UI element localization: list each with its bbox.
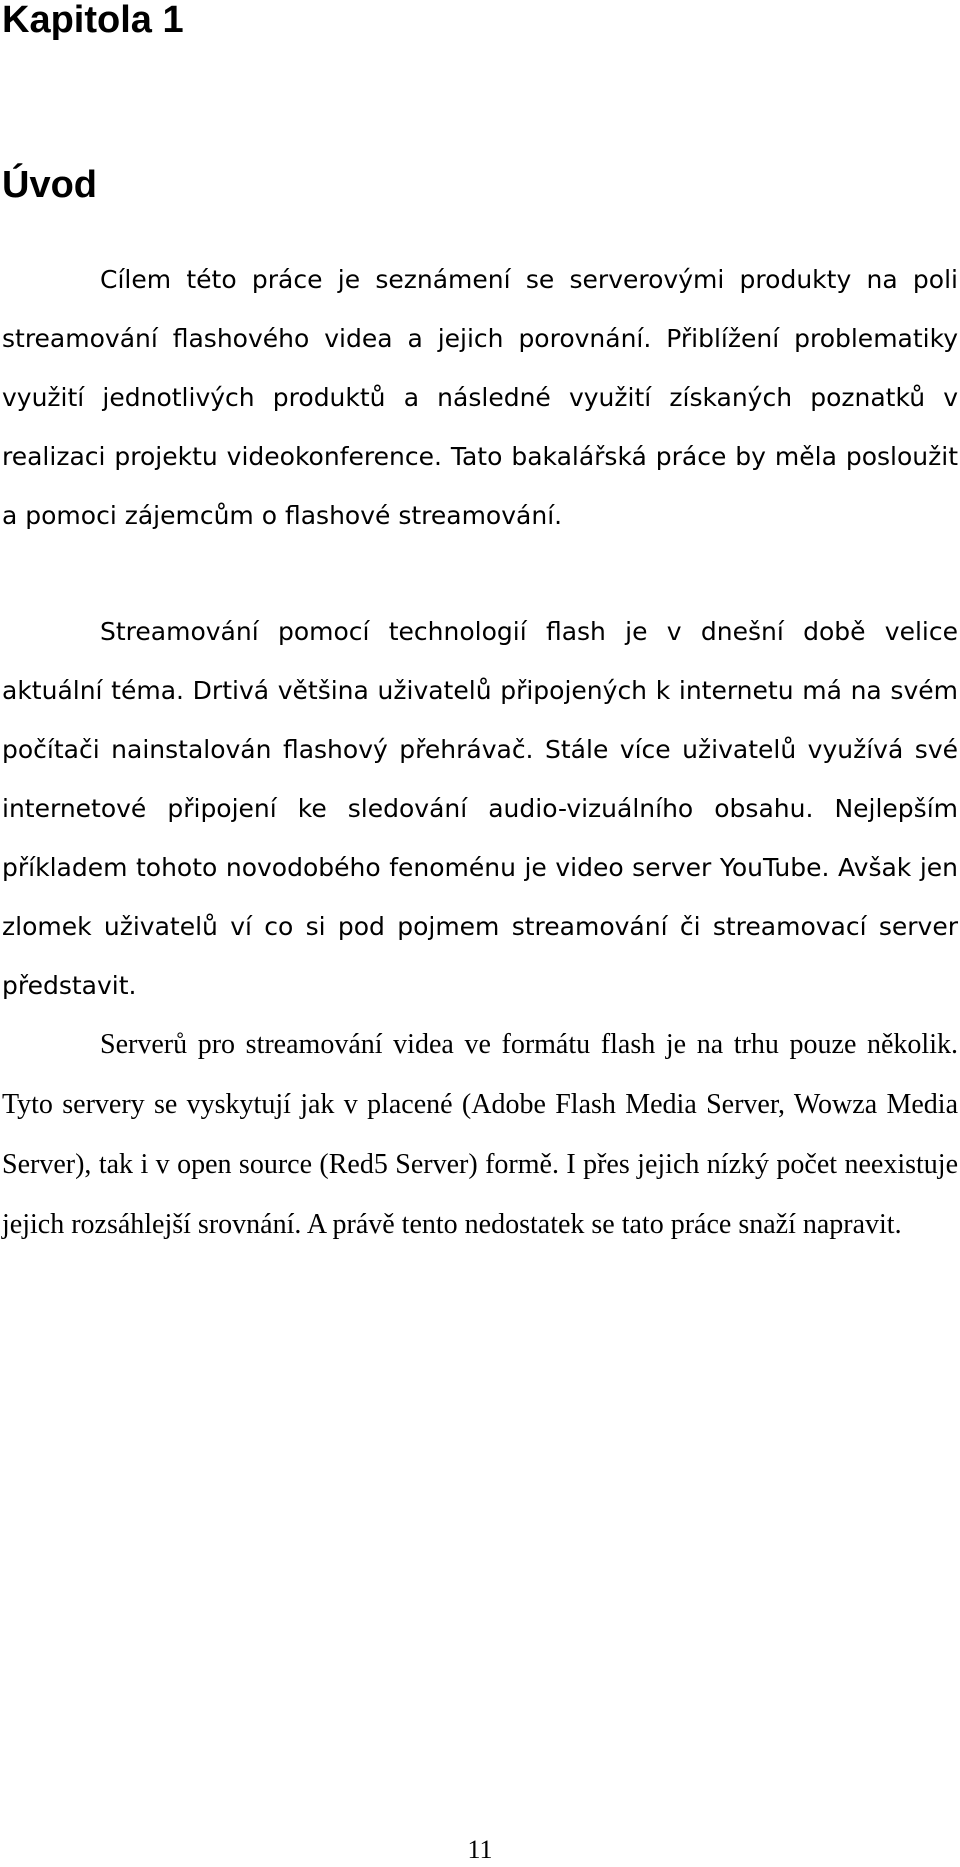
chapter-label: Kapitola 1: [2, 0, 184, 41]
paragraph-intro: Cílem této práce je seznámení se serverovými produkty na poli streamování flashového videa a jejich porovnání. Přiblížení problematiky využití jednotlivých produktů a následné využití získaných poznatků v realizaci projektu videokonference. Tato bakalářská práce by měla posloužit a pomoci zájemcům o flashové streamování.: [2, 265, 958, 530]
paragraph-streaming: Streamování pomocí technologií flash je v dnešní době velice aktuální téma. Drtivá většina uživatelů připojených k internetu má na svém počítači nainstalován flashový přehrávač. Stále více uživatelů využívá své internetové připojení ke sledování audio-vizuálního obsahu. Nejlepším příkladem tohoto novodobého fenoménu je video server YouTube. Avšak jen zlomek uživatelů ví co si pod pojmem streamování či streamovací server představit.: [2, 617, 958, 1000]
page-number: 11: [467, 1835, 493, 1864]
chapter-title: Úvod: [2, 164, 97, 206]
paragraph-servers: Serverů pro streamování videa ve formátu flash je na trhu pouze několik. Tyto servery se vyskytují jak v placené (Adobe Flash Media Server, Wowza Media Server), tak i v open source (Red5 Server) formě. I přes jejich nízký počet neexistuje jejich rozsáhlejší srovnání. A právě tento nedostatek se tato práce snaží napravit.: [2, 1029, 958, 1240]
